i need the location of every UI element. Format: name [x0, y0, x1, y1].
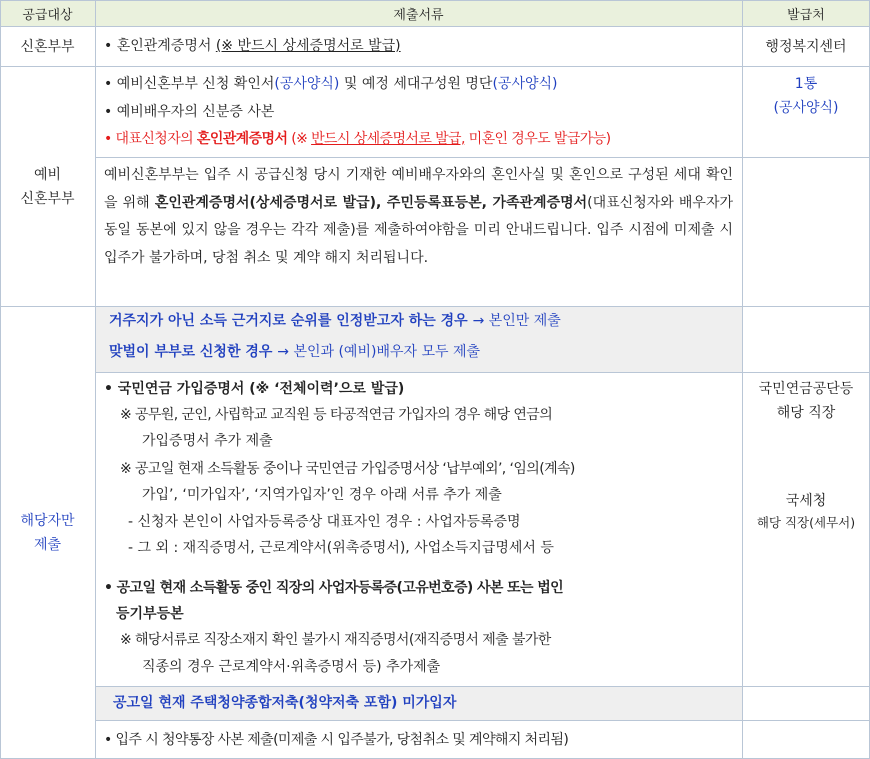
grid-line [0, 26, 870, 27]
newlywed-doc [104, 34, 401, 58]
issuer-newlywed [742, 27, 870, 66]
grid-line [95, 157, 870, 158]
banner-income-line2 [109, 340, 480, 364]
target-newlywed [0, 27, 95, 66]
header-target [0, 0, 95, 26]
target-applicable-line1: 해당자만 [20, 512, 75, 529]
grid-line [95, 0, 96, 759]
notice-text-2: (대표신청자와 배우자가 동일 동본에 있지 않을 경우는 각각 제출)를 제출하여야함을 미리 안내드립니다. 입주 시점에 미제출 시 입주가 불가하며, 당첨 취소 및 계약 해지 처리됩니다. [104, 194, 733, 266]
item3-note-close: 미혼인 경우도 발급가능) [464, 131, 611, 147]
banner-line2-text: 맞벌이 부부로 신청한 경우 [109, 344, 278, 360]
target-applicable-line2: 제출 [33, 536, 62, 553]
grid-line [0, 306, 870, 307]
issuer-pension-line1: 국민연금공단등 [758, 381, 854, 397]
header-issuer [742, 0, 870, 26]
banner-line1-text: 거주지가 아닌 소득 근거지로 순위를 인정받고자 하는 경우 [109, 313, 473, 329]
banner-line2-arrow: → 본인과 (예비)배우자 모두 제출 [277, 344, 481, 360]
pension-note2-line1: ※ 공고일 현재 소득활동 중이나 국민연금 가입증명서상 ‘납부예외’, ‘임의(계속) [120, 461, 575, 477]
prospective-item-2 [104, 100, 274, 124]
pension-title: • 국민연금 가입증명서 (※ ‘전체이력’으로 발급) [104, 381, 405, 397]
item3-text: • 대표신청자의 [104, 131, 197, 147]
item1-text-2: 및 예정 세대구성원 명단 [339, 76, 493, 92]
header-issuer-label: 발급처 [787, 7, 825, 23]
business-line2: 등기부등본 [116, 606, 184, 622]
grid-line [95, 372, 870, 373]
target-prospective-line2: 신혼부부 [20, 190, 75, 207]
prospective-notice [104, 162, 733, 272]
business-note-line2: 직종의 경우 근로계약서·위촉증명서 등) 추가제출 [142, 659, 441, 675]
savings-item: • 입주 시 청약통장 사본 제출(미제출 시 입주불가, 당첨취소 및 계약해지 처리됨) [104, 732, 569, 748]
banner-income-line1 [109, 309, 561, 333]
prospective-item-3 [104, 127, 610, 151]
issuer-prospective-line1: 1통 [794, 76, 818, 92]
savings-banner: 공고일 현재 주택청약종합저축(청약저축 포함) 미가입자 [113, 695, 457, 711]
notice-bold: 혼인관계증명서(상세증명서로 발급), 주민등록표등본, 가족관계증명서 [154, 194, 588, 211]
pension-note1-line2: 가입증명서 추가 제출 [142, 433, 273, 449]
prospective-item-1 [104, 72, 557, 96]
item3-note-open: (※ [287, 131, 312, 147]
pension-dash1: - 신청자 본인이 사업자등록증상 대표자인 경우 : 사업자등록증명 [128, 514, 521, 530]
issuer-tax-line1: 국세청 [785, 493, 827, 509]
notice-text: 예비신혼부부는 입주 시 공급신청 당시 기재한 예비배우자와의 혼인사실 및 혼인으로 구성된 세대 확인을 위해 [104, 167, 733, 211]
target-applicable [0, 307, 95, 758]
grid-line [95, 686, 870, 687]
item1-form-note: (공사양식) [274, 76, 340, 92]
newlywed-doc-note: (※ 반드시 상세증명서로 발급) [215, 38, 401, 54]
header-documents-label: 제출서류 [393, 7, 444, 23]
grid-line [0, 66, 870, 67]
target-prospective [0, 67, 95, 306]
issuer-tax-line2: 해당 직장(세무서) [756, 515, 856, 530]
issuer-pension [742, 377, 870, 429]
target-newlywed-label: 신혼부부 [20, 38, 75, 55]
grid-line [0, 0, 870, 1]
issuer-tax [742, 490, 870, 540]
newlywed-doc-label: • 혼인관계증명서 [104, 38, 216, 54]
grid-line [95, 720, 870, 721]
issuer-pension-line2: 해당 직장 [776, 405, 836, 421]
target-prospective-line1: 예비 [33, 166, 62, 183]
item2-text: • 예비배우자의 신분증 사본 [104, 104, 275, 120]
issuer-prospective-line2: (공사양식) [773, 100, 839, 116]
pension-note2-line2: 가입’, ‘미가입자’, ‘지역가입자’인 경우 아래 서류 추가 제출 [142, 487, 502, 503]
pension-dash2: - 그 외 : 재직증명서, 근로계약서(위촉증명서), 사업소득지급명세서 등 [128, 540, 554, 556]
item3-bold: 혼인관계증명서 [196, 131, 288, 147]
header-documents [95, 0, 742, 26]
issuer-prospective [742, 72, 870, 122]
issuer-newlywed-label: 행정복지센터 [765, 38, 847, 55]
header-target-label: 공급대상 [22, 7, 73, 23]
item1-form-note-2: (공사양식) [492, 76, 558, 92]
business-line1: • 공고일 현재 소득활동 중인 직장의 사업자등록증(고유번호증) 사본 또는 법인 [104, 580, 564, 596]
item3-underlined: 반드시 상세증명서로 발급, [311, 131, 465, 147]
item1-text: • 예비신혼부부 신청 확인서 [104, 76, 275, 92]
business-note-line1: ※ 해당서류로 직장소재지 확인 불가시 재직증명서(재직증명서 제출 불가한 [120, 632, 551, 648]
banner-line1-arrow: → 본인만 제출 [472, 313, 561, 329]
pension-note1-line1: ※ 공무원, 군인, 사립학교 교직원 등 타공적연금 가입자의 경우 해당 연금의 [120, 407, 553, 423]
